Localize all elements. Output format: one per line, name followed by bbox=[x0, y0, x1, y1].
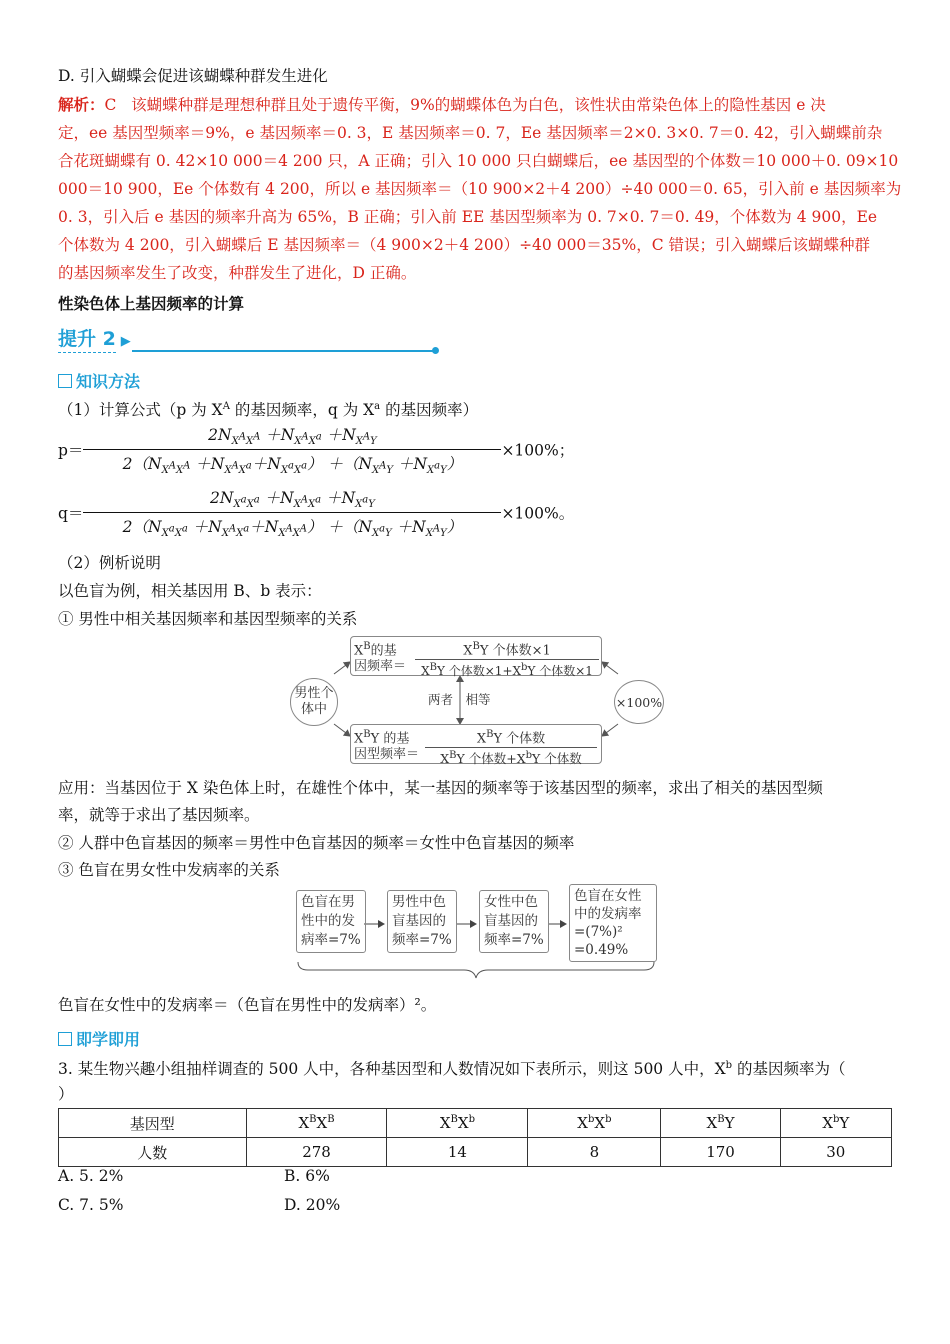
genotype-label-c: 因型频率＝ bbox=[354, 747, 420, 763]
gene-freq-den: 个体数×1+X bbox=[448, 664, 522, 679]
flow-3-c: 频率=7% bbox=[484, 932, 544, 948]
checkbox-square-icon bbox=[58, 374, 72, 388]
count-XbY: 30 bbox=[780, 1138, 891, 1167]
point-1: ① 男性中相关基因频率和基因型频率的关系 bbox=[58, 610, 358, 628]
knowledge-heading-text: 知识方法 bbox=[76, 372, 141, 391]
q-label: q＝ bbox=[58, 504, 84, 523]
knowledge-heading bbox=[58, 369, 140, 392]
formula-intro-c: 的基因频率） bbox=[380, 401, 479, 419]
analysis-line-6: 个体数为 4 200，引入蝴蝶后 E 基因频率＝（4 900×2＋4 200）÷40 000＝35%，C 错误；引入蝴蝶后该蝴蝶种群 bbox=[58, 236, 871, 254]
table-header-label: 基因型 bbox=[59, 1109, 247, 1138]
flow-2-a: 男性中色 bbox=[392, 894, 446, 910]
point-3: ③ 色盲在男女性中发病率的关系 bbox=[58, 861, 280, 879]
percent-circle: ×100% bbox=[614, 680, 664, 724]
question-line-2: ） bbox=[58, 1085, 74, 1103]
gene-freq-label-c: 因频率＝ bbox=[354, 659, 407, 675]
p-label: p＝ bbox=[58, 441, 84, 460]
gene-freq-fraction: $X^BY$ 个体数×1 $X^BY$ 个体数$\times 1+X^bY$ 个体数×1 bbox=[415, 639, 599, 679]
section-title: 性染色体上基因频率的计算 bbox=[58, 295, 245, 313]
x-letter-2: X bbox=[354, 731, 364, 747]
genotype-XbXb: $X^bX^b$ bbox=[528, 1109, 661, 1138]
analysis-text-1: 该蝴蝶种群是理想种群且处于遗传平衡，9%的蝴蝶体色为白色，该性状由常染色体上的隐性基因 e 决 bbox=[131, 96, 826, 114]
question-line-1 bbox=[58, 1057, 845, 1079]
sup-a: A bbox=[222, 400, 230, 412]
option-d: D. 20% bbox=[284, 1196, 341, 1214]
analysis-label: 解析： bbox=[58, 96, 105, 114]
analysis-line-4: 000＝10 900，Ee 个体数有 4 200，所以 e 基因频率＝（10 900×2＋4 200）÷40 000＝0. 65，引入前 e 基因频率为 bbox=[58, 180, 902, 198]
genotype-den: 个体数+X bbox=[468, 751, 526, 767]
banner-rule bbox=[132, 350, 435, 352]
practice-heading-text: 即学即用 bbox=[76, 1030, 141, 1049]
option-c: C. 7. 5% bbox=[58, 1196, 124, 1214]
example-intro: 以色盲为例，相关基因用 B、b 表示： bbox=[58, 582, 322, 600]
flow-3-b: 盲基因的 bbox=[484, 913, 538, 929]
gene-freq-label-b: 的基 bbox=[370, 643, 397, 659]
p-formula bbox=[58, 423, 574, 476]
formula-intro-b: 的基因频率，q 为 X bbox=[229, 401, 375, 419]
p-suffix: ×100%； bbox=[501, 441, 575, 460]
flow-1-b: 性中的发 bbox=[301, 913, 355, 929]
analysis-line-1 bbox=[58, 93, 826, 115]
genotype-freq-fraction: $X^BY$ 个体数 $X^BY$ 个体数$+X^bY$ 个体数 bbox=[425, 727, 597, 767]
count-XBY: 170 bbox=[661, 1138, 780, 1167]
flow-step-4 bbox=[569, 884, 657, 962]
flow-4-a: 色盲在女性 bbox=[574, 888, 642, 904]
q-formula bbox=[58, 486, 574, 539]
question-text-b: 的基因频率为（ bbox=[732, 1060, 846, 1078]
arrow-right-icon: ▶ bbox=[120, 334, 131, 349]
color-blind-flow bbox=[294, 884, 658, 980]
genotype-XBY: $X^BY$ bbox=[661, 1109, 780, 1138]
genotype-num: 个体数 bbox=[506, 731, 546, 747]
gene-frequency-box bbox=[350, 636, 602, 679]
tisheng-banner bbox=[58, 324, 131, 351]
analysis-answer: C bbox=[104, 96, 117, 114]
genotype-label-b: 的基 bbox=[383, 731, 410, 747]
analysis-line-3: 合花斑蝴蝶有 0. 42×10 000＝4 200 只，A 正确；引入 10 000 只白蝴蝶后，ee 基因型的个体数＝10 000＋0. 09×10 bbox=[58, 152, 899, 170]
application-line-2: 率，就等于求出了基因频率。 bbox=[58, 806, 260, 824]
genotype-XbY: $X^bY$ bbox=[780, 1109, 891, 1138]
genotype-XBXb: $X^BX^b$ bbox=[387, 1109, 528, 1138]
flow-4-d: =0.49% bbox=[574, 942, 629, 958]
flow-1-c: 病率=7% bbox=[301, 932, 361, 948]
option-b: B. 6% bbox=[284, 1167, 330, 1185]
flow-step-3 bbox=[479, 890, 549, 953]
genotype-freq-label: $X^BY$ 的基 因型频率＝ bbox=[354, 729, 420, 763]
table-row-label: 人数 bbox=[59, 1138, 247, 1167]
count-XbXb: 8 bbox=[528, 1138, 661, 1167]
male-frequency-diagram bbox=[288, 634, 668, 766]
analysis-line-2: 定，ee 基因型频率＝9%，e 基因频率＝0. 3，E 基因频率＝0. 7，Ee 基因频率＝2×0. 3×0. 7＝0. 42，引入蝴蝶前杂 bbox=[58, 124, 883, 142]
table-row bbox=[59, 1109, 892, 1138]
analysis-line-5: 0. 3，引入后 e 基因的频率升高为 65%，B 正确；引入前 EE 基因型频率为 0. 7×0. 7＝0. 49，个体数为 4 900，Ee bbox=[58, 208, 878, 226]
formula-intro bbox=[58, 398, 478, 420]
flow-4-c: =(7%)² bbox=[574, 924, 623, 940]
flow-step-2 bbox=[387, 890, 457, 953]
gene-freq-den2: 个体数×1 bbox=[539, 664, 593, 679]
application-line-1: 应用：当基因位于 X 染色体上时，在雄性个体中，某一基因的频率等于该基因型的频率，求出了相关的基因型频 bbox=[58, 779, 823, 797]
female-rate-text: 色盲在女性中的发病率＝（色盲在男性中的发病率）²。 bbox=[58, 996, 437, 1014]
option-d-text: D. 引入蝴蝶会促进该蝴蝶种群发生进化 bbox=[58, 67, 328, 85]
genotype-table bbox=[58, 1108, 892, 1167]
option-a: A. 5. 2% bbox=[58, 1167, 124, 1185]
genotype-den2: 个体数 bbox=[544, 751, 582, 767]
flow-2-b: 盲基因的 bbox=[392, 913, 446, 929]
male-circle: 男性个体中 bbox=[290, 678, 338, 726]
p-fraction: $\frac{2N_{X^AX^A} +N_{X^AX^a} +N_{X^AY}}{2(N_{X^AX^A} +N_{X^AX^a}+N_{X^aX^a}) +(N_{X^AY} +N_{X^aY})}$ bbox=[83, 423, 501, 476]
genotype-XBXB: $X^BX^B$ bbox=[246, 1109, 387, 1138]
q-fraction: $\frac{2N_{X^aX^a} +N_{X^AX^a} +N_{X^aY}}{2(N_{X^aX^a} +N_{X^AX^a}+N_{X^AX^A}) +(N_{X^aY} +N_{X^AY})}$ bbox=[83, 486, 501, 539]
flow-2-c: 频率=7% bbox=[392, 932, 452, 948]
gene-freq-num: 个体数×1 bbox=[492, 643, 551, 659]
flow-4-b: 中的发病率 bbox=[574, 906, 642, 922]
formula-intro-a: （1）计算公式（p 为 X bbox=[58, 401, 223, 419]
table-row bbox=[59, 1138, 892, 1167]
q-suffix: ×100%。 bbox=[501, 504, 575, 523]
equal-label: 两者 相等 bbox=[428, 692, 491, 707]
genotype-frequency-box bbox=[350, 724, 602, 767]
count-XBXB: 278 bbox=[246, 1138, 387, 1167]
sup-b: a bbox=[374, 400, 381, 412]
example-heading: （2）例析说明 bbox=[58, 554, 161, 572]
analysis-line-7: 的基因频率发生了改变，种群发生了进化，D 正确。 bbox=[58, 264, 417, 282]
flow-step-1 bbox=[296, 890, 366, 953]
flow-1-a: 色盲在男 bbox=[301, 894, 355, 910]
tisheng-label: 提升 2 bbox=[58, 328, 116, 353]
practice-heading bbox=[58, 1027, 140, 1050]
point-2: ② 人群中色盲基因的频率＝男性中色盲基因的频率＝女性中色盲基因的频率 bbox=[58, 834, 575, 852]
question-text-a: 3. 某生物兴趣小组抽样调查的 500 人中，各种基因型和人数情况如下表所示，则这 500 人中，X bbox=[58, 1060, 726, 1078]
banner-dot-icon bbox=[432, 347, 439, 354]
flow-3-a: 女性中色 bbox=[484, 894, 538, 910]
count-XBXb: 14 bbox=[387, 1138, 528, 1167]
question-sup: b bbox=[725, 1059, 733, 1071]
x-letter: X bbox=[354, 643, 364, 659]
gene-freq-label: $X^B$的基 因频率＝ bbox=[354, 641, 407, 675]
checkbox-square-icon-2 bbox=[58, 1032, 72, 1046]
